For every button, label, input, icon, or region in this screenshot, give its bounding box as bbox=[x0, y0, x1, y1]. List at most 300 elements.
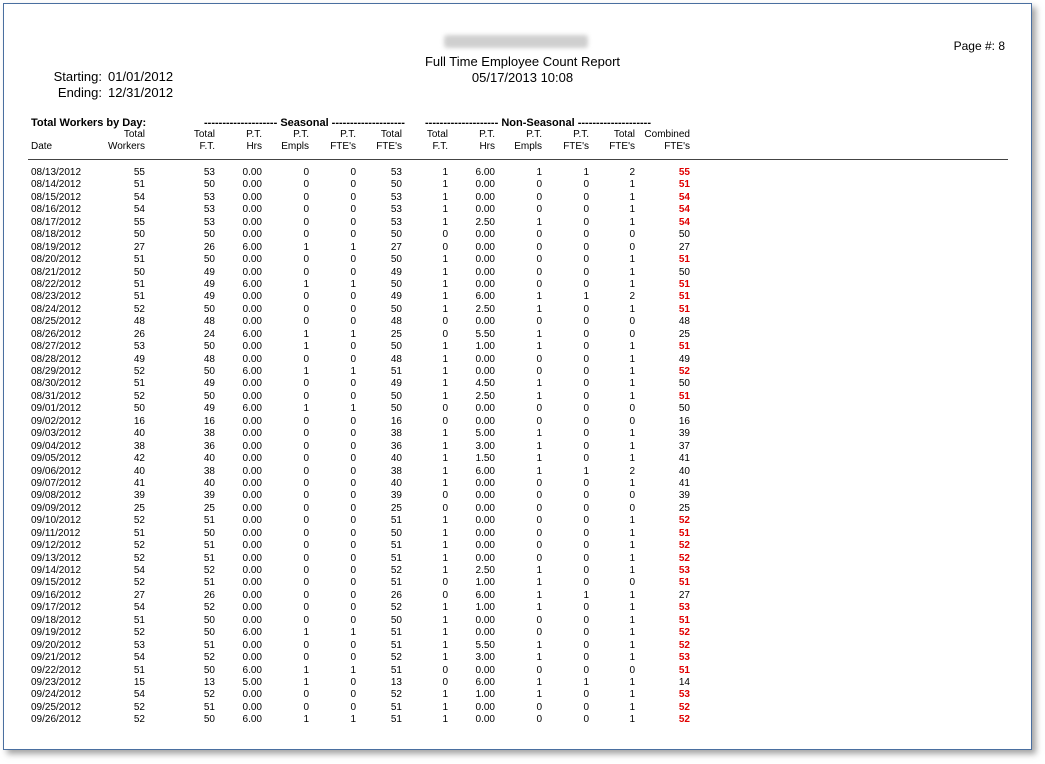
cell-combined-ftes: 27 bbox=[678, 589, 690, 601]
cell-n-total-ftes: 1 bbox=[629, 515, 635, 527]
cell-combined-ftes: 52 bbox=[678, 627, 690, 639]
cell-s-pt-ftes: 0 bbox=[350, 701, 356, 713]
cell-n-pt-hrs: 0.00 bbox=[475, 552, 495, 564]
cell-n-total-ft: 1 bbox=[442, 390, 448, 402]
column-header-n-pt-hrs: P.T. Hrs bbox=[479, 129, 495, 152]
cell-date: 09/26/2012 bbox=[31, 714, 82, 726]
cell-s-pt-hrs: 0.00 bbox=[242, 453, 262, 465]
cell-date: 08/30/2012 bbox=[31, 378, 82, 390]
cell-n-pt-ftes: 0 bbox=[583, 502, 589, 514]
cell-s-pt-ftes: 0 bbox=[350, 689, 356, 701]
cell-n-total-ftes: 0 bbox=[629, 328, 635, 340]
cell-n-total-ftes: 1 bbox=[629, 216, 635, 228]
cell-s-total-ft: 16 bbox=[203, 415, 215, 427]
column-header-date: Date bbox=[31, 141, 53, 152]
cell-date: 09/01/2012 bbox=[31, 403, 82, 415]
cell-date: 09/05/2012 bbox=[31, 453, 82, 465]
cell-date: 08/20/2012 bbox=[31, 254, 82, 266]
cell-total-workers: 52 bbox=[133, 701, 145, 713]
cell-s-total-ftes: 50 bbox=[390, 527, 402, 539]
cell-s-pt-empls: 1 bbox=[303, 241, 309, 253]
cell-s-total-ftes: 25 bbox=[390, 328, 402, 340]
company-name-redacted bbox=[444, 35, 588, 48]
cell-s-pt-hrs: 0.00 bbox=[242, 229, 262, 241]
cell-s-total-ft: 50 bbox=[203, 254, 215, 266]
cell-combined-ftes: 54 bbox=[678, 204, 690, 216]
cell-date: 08/18/2012 bbox=[31, 229, 82, 241]
cell-n-pt-ftes: 1 bbox=[583, 589, 589, 601]
cell-n-pt-empls: 1 bbox=[536, 216, 542, 228]
cell-s-pt-ftes: 0 bbox=[350, 552, 356, 564]
table-row bbox=[0, 441, 1045, 453]
cell-s-pt-ftes: 0 bbox=[350, 341, 356, 353]
table-row bbox=[0, 179, 1045, 191]
cell-date: 09/10/2012 bbox=[31, 515, 82, 527]
cell-s-pt-ftes: 0 bbox=[350, 502, 356, 514]
cell-n-total-ft: 1 bbox=[442, 428, 448, 440]
cell-n-total-ftes: 1 bbox=[629, 565, 635, 576]
cell-s-pt-hrs: 0.00 bbox=[242, 378, 262, 390]
cell-n-pt-ftes: 0 bbox=[583, 477, 589, 489]
cell-s-pt-hrs: 0.00 bbox=[242, 316, 262, 328]
cell-s-total-ftes: 48 bbox=[390, 316, 402, 328]
cell-s-pt-empls: 0 bbox=[303, 477, 309, 489]
cell-total-workers: 54 bbox=[133, 565, 145, 576]
table-row bbox=[0, 677, 1045, 689]
cell-n-pt-hrs: 0.00 bbox=[475, 403, 495, 415]
column-header-s-total-ftes: Total FTE's bbox=[376, 129, 402, 152]
table-row bbox=[0, 627, 1045, 639]
cell-s-pt-hrs: 0.00 bbox=[242, 216, 262, 228]
cell-date: 09/09/2012 bbox=[31, 502, 82, 514]
cell-n-pt-hrs: 0.00 bbox=[475, 366, 495, 377]
column-header-n-total-ftes: Total FTE's bbox=[609, 129, 635, 152]
cell-combined-ftes: 53 bbox=[678, 689, 690, 701]
cell-n-pt-hrs: 0.00 bbox=[475, 179, 495, 191]
cell-n-pt-empls: 1 bbox=[536, 378, 542, 390]
cell-s-total-ftes: 53 bbox=[390, 216, 402, 228]
cell-n-total-ft: 1 bbox=[442, 639, 448, 651]
cell-s-total-ft: 52 bbox=[203, 602, 215, 614]
cell-n-pt-hrs: 0.00 bbox=[475, 714, 495, 726]
cell-n-pt-hrs: 0.00 bbox=[475, 527, 495, 539]
cell-n-pt-empls: 0 bbox=[536, 502, 542, 514]
cell-n-total-ftes: 1 bbox=[629, 714, 635, 726]
table-row bbox=[0, 565, 1045, 577]
cell-n-pt-hrs: 3.00 bbox=[475, 440, 495, 452]
cell-n-pt-empls: 0 bbox=[536, 664, 542, 676]
cell-date: 08/21/2012 bbox=[31, 266, 82, 278]
cell-n-pt-hrs: 0.00 bbox=[475, 614, 495, 626]
cell-n-pt-hrs: 0.00 bbox=[475, 254, 495, 266]
cell-combined-ftes: 27 bbox=[678, 241, 690, 253]
cell-n-total-ftes: 1 bbox=[629, 552, 635, 564]
cell-s-pt-hrs: 0.00 bbox=[242, 639, 262, 651]
cell-s-total-ftes: 51 bbox=[390, 714, 402, 726]
cell-s-pt-hrs: 0.00 bbox=[242, 701, 262, 713]
cell-date: 08/27/2012 bbox=[31, 341, 82, 353]
cell-total-workers: 53 bbox=[133, 341, 145, 353]
cell-s-pt-hrs: 0.00 bbox=[242, 577, 262, 589]
cell-s-total-ft: 49 bbox=[203, 403, 215, 415]
cell-s-pt-ftes: 0 bbox=[350, 589, 356, 601]
cell-s-pt-hrs: 6.00 bbox=[242, 664, 262, 676]
cell-n-total-ft: 1 bbox=[442, 191, 448, 203]
cell-s-pt-hrs: 0.00 bbox=[242, 266, 262, 278]
column-header-s-pt-hrs: P.T. Hrs bbox=[246, 129, 262, 152]
cell-total-workers: 51 bbox=[133, 291, 145, 303]
cell-s-pt-ftes: 1 bbox=[350, 664, 356, 676]
cell-s-pt-hrs: 0.00 bbox=[242, 254, 262, 266]
table-row bbox=[0, 490, 1045, 502]
cell-combined-ftes: 51 bbox=[678, 664, 690, 676]
cell-date: 09/25/2012 bbox=[31, 701, 82, 713]
cell-n-pt-ftes: 0 bbox=[583, 366, 589, 377]
cell-n-pt-empls: 0 bbox=[536, 229, 542, 241]
cell-n-total-ft: 1 bbox=[442, 366, 448, 377]
cell-combined-ftes: 52 bbox=[678, 515, 690, 527]
cell-s-total-ft: 51 bbox=[203, 701, 215, 713]
table-row bbox=[0, 341, 1045, 353]
cell-n-total-ftes: 1 bbox=[629, 266, 635, 278]
cell-s-pt-hrs: 0.00 bbox=[242, 204, 262, 216]
cell-n-pt-ftes: 0 bbox=[583, 266, 589, 278]
cell-s-total-ft: 24 bbox=[203, 328, 215, 340]
cell-s-pt-ftes: 1 bbox=[350, 627, 356, 639]
cell-n-pt-ftes: 0 bbox=[583, 577, 589, 589]
cell-n-total-ft: 1 bbox=[442, 527, 448, 539]
cell-total-workers: 51 bbox=[133, 378, 145, 390]
cell-total-workers: 16 bbox=[133, 415, 145, 427]
cell-s-pt-empls: 0 bbox=[303, 191, 309, 203]
cell-s-pt-empls: 1 bbox=[303, 714, 309, 726]
cell-n-total-ftes: 0 bbox=[629, 577, 635, 589]
cell-total-workers: 41 bbox=[133, 477, 145, 489]
cell-s-total-ftes: 50 bbox=[390, 229, 402, 241]
seasonal-group-header: -------------------- Seasonal -------------------- bbox=[204, 117, 405, 129]
cell-s-total-ftes: 51 bbox=[390, 577, 402, 589]
cell-total-workers: 52 bbox=[133, 577, 145, 589]
nonseasonal-group-header: -------------------- Non-Seasonal -------------------- bbox=[425, 117, 651, 129]
cell-s-pt-empls: 0 bbox=[303, 266, 309, 278]
cell-n-total-ftes: 2 bbox=[629, 167, 635, 178]
cell-s-total-ftes: 52 bbox=[390, 652, 402, 664]
cell-n-total-ftes: 1 bbox=[629, 627, 635, 639]
cell-combined-ftes: 54 bbox=[678, 191, 690, 203]
cell-combined-ftes: 53 bbox=[678, 652, 690, 664]
cell-n-total-ftes: 0 bbox=[629, 316, 635, 328]
cell-n-pt-ftes: 0 bbox=[583, 316, 589, 328]
cell-s-total-ft: 50 bbox=[203, 714, 215, 726]
table-row bbox=[0, 229, 1045, 241]
cell-s-pt-empls: 1 bbox=[303, 676, 309, 688]
cell-s-total-ft: 49 bbox=[203, 266, 215, 278]
cell-n-total-ft: 1 bbox=[442, 465, 448, 477]
cell-combined-ftes: 53 bbox=[678, 565, 690, 576]
cell-combined-ftes: 52 bbox=[678, 714, 690, 726]
cell-s-total-ftes: 50 bbox=[390, 179, 402, 191]
cell-total-workers: 55 bbox=[133, 216, 145, 228]
cell-s-total-ftes: 50 bbox=[390, 278, 402, 290]
cell-s-total-ft: 51 bbox=[203, 552, 215, 564]
starting-label: Starting: bbox=[53, 69, 102, 84]
cell-total-workers: 40 bbox=[133, 465, 145, 477]
cell-s-pt-hrs: 0.00 bbox=[242, 689, 262, 701]
cell-date: 09/18/2012 bbox=[31, 614, 82, 626]
cell-s-total-ft: 52 bbox=[203, 565, 215, 576]
table-row bbox=[0, 590, 1045, 602]
cell-n-pt-ftes: 0 bbox=[583, 614, 589, 626]
table-row bbox=[0, 291, 1045, 303]
cell-s-pt-ftes: 0 bbox=[350, 291, 356, 303]
cell-s-pt-empls: 0 bbox=[303, 415, 309, 427]
table-row bbox=[0, 416, 1045, 428]
cell-s-pt-ftes: 0 bbox=[350, 303, 356, 315]
cell-n-pt-ftes: 0 bbox=[583, 701, 589, 713]
cell-date: 09/23/2012 bbox=[31, 676, 82, 688]
cell-n-pt-empls: 1 bbox=[536, 328, 542, 340]
cell-n-pt-empls: 1 bbox=[536, 676, 542, 688]
cell-date: 09/04/2012 bbox=[31, 440, 82, 452]
cell-n-total-ftes: 1 bbox=[629, 428, 635, 440]
table-row bbox=[0, 167, 1045, 179]
cell-s-total-ftes: 52 bbox=[390, 689, 402, 701]
cell-s-pt-hrs: 0.00 bbox=[242, 415, 262, 427]
cell-s-pt-empls: 0 bbox=[303, 614, 309, 626]
cell-n-total-ftes: 1 bbox=[629, 453, 635, 465]
cell-n-pt-hrs: 1.00 bbox=[475, 577, 495, 589]
cell-combined-ftes: 49 bbox=[678, 353, 690, 365]
cell-s-total-ftes: 25 bbox=[390, 502, 402, 514]
cell-s-total-ftes: 51 bbox=[390, 540, 402, 552]
cell-n-pt-empls: 0 bbox=[536, 415, 542, 427]
cell-n-pt-empls: 0 bbox=[536, 477, 542, 489]
cell-n-pt-empls: 0 bbox=[536, 627, 542, 639]
cell-n-pt-empls: 1 bbox=[536, 303, 542, 315]
cell-s-pt-empls: 0 bbox=[303, 689, 309, 701]
cell-s-pt-ftes: 0 bbox=[350, 490, 356, 502]
cell-date: 08/26/2012 bbox=[31, 328, 82, 340]
cell-s-pt-hrs: 6.00 bbox=[242, 278, 262, 290]
cell-n-pt-hrs: 0.00 bbox=[475, 664, 495, 676]
cell-s-pt-ftes: 0 bbox=[350, 316, 356, 328]
table-row bbox=[0, 204, 1045, 216]
cell-s-pt-hrs: 0.00 bbox=[242, 527, 262, 539]
cell-s-pt-hrs: 6.00 bbox=[242, 627, 262, 639]
cell-n-total-ftes: 2 bbox=[629, 465, 635, 477]
cell-total-workers: 51 bbox=[133, 664, 145, 676]
cell-s-pt-ftes: 0 bbox=[350, 477, 356, 489]
cell-n-pt-ftes: 0 bbox=[583, 552, 589, 564]
cell-n-pt-ftes: 0 bbox=[583, 179, 589, 191]
cell-n-pt-ftes: 0 bbox=[583, 565, 589, 576]
cell-n-total-ft: 1 bbox=[442, 627, 448, 639]
cell-combined-ftes: 16 bbox=[678, 415, 690, 427]
cell-date: 08/19/2012 bbox=[31, 241, 82, 253]
cell-n-pt-empls: 0 bbox=[536, 353, 542, 365]
cell-total-workers: 52 bbox=[133, 552, 145, 564]
cell-s-pt-empls: 0 bbox=[303, 353, 309, 365]
cell-s-total-ftes: 53 bbox=[390, 167, 402, 178]
cell-s-pt-ftes: 0 bbox=[350, 453, 356, 465]
cell-total-workers: 52 bbox=[133, 303, 145, 315]
cell-combined-ftes: 39 bbox=[678, 490, 690, 502]
cell-s-pt-empls: 1 bbox=[303, 341, 309, 353]
cell-s-pt-ftes: 0 bbox=[350, 179, 356, 191]
cell-n-pt-empls: 1 bbox=[536, 167, 542, 178]
cell-date: 09/17/2012 bbox=[31, 602, 82, 614]
column-header-combined-ftes: Combined FTE's bbox=[644, 129, 690, 152]
cell-n-pt-ftes: 0 bbox=[583, 328, 589, 340]
cell-s-pt-ftes: 0 bbox=[350, 652, 356, 664]
cell-n-total-ft: 0 bbox=[442, 490, 448, 502]
cell-n-total-ft: 1 bbox=[442, 540, 448, 552]
cell-s-pt-hrs: 6.00 bbox=[242, 241, 262, 253]
cell-n-total-ft: 0 bbox=[442, 577, 448, 589]
cell-n-pt-ftes: 0 bbox=[583, 403, 589, 415]
column-header-n-total-ft: Total F.T. bbox=[426, 129, 448, 152]
cell-date: 08/23/2012 bbox=[31, 291, 82, 303]
cell-combined-ftes: 55 bbox=[678, 167, 690, 178]
cell-total-workers: 54 bbox=[133, 204, 145, 216]
cell-combined-ftes: 50 bbox=[678, 266, 690, 278]
cell-n-pt-ftes: 0 bbox=[583, 216, 589, 228]
cell-total-workers: 54 bbox=[133, 652, 145, 664]
cell-n-pt-hrs: 0.00 bbox=[475, 353, 495, 365]
table-row bbox=[0, 403, 1045, 415]
cell-s-total-ftes: 51 bbox=[390, 627, 402, 639]
cell-s-pt-empls: 1 bbox=[303, 403, 309, 415]
cell-n-pt-hrs: 2.50 bbox=[475, 565, 495, 576]
cell-n-pt-empls: 1 bbox=[536, 652, 542, 664]
cell-total-workers: 51 bbox=[133, 278, 145, 290]
cell-s-pt-hrs: 0.00 bbox=[242, 353, 262, 365]
cell-n-total-ft: 0 bbox=[442, 502, 448, 514]
cell-n-pt-empls: 0 bbox=[536, 241, 542, 253]
cell-s-pt-empls: 1 bbox=[303, 366, 309, 377]
table-row bbox=[0, 652, 1045, 664]
cell-n-total-ft: 1 bbox=[442, 652, 448, 664]
cell-n-total-ftes: 1 bbox=[629, 602, 635, 614]
cell-n-total-ft: 1 bbox=[442, 278, 448, 290]
cell-combined-ftes: 50 bbox=[678, 378, 690, 390]
cell-n-pt-empls: 1 bbox=[536, 440, 542, 452]
cell-total-workers: 52 bbox=[133, 515, 145, 527]
cell-s-pt-ftes: 0 bbox=[350, 639, 356, 651]
cell-n-pt-empls: 0 bbox=[536, 527, 542, 539]
cell-combined-ftes: 52 bbox=[678, 540, 690, 552]
cell-n-pt-hrs: 0.00 bbox=[475, 204, 495, 216]
table-row bbox=[0, 540, 1045, 552]
cell-n-pt-hrs: 0.00 bbox=[475, 266, 495, 278]
cell-n-total-ftes: 1 bbox=[629, 353, 635, 365]
cell-n-pt-empls: 1 bbox=[536, 602, 542, 614]
cell-total-workers: 55 bbox=[133, 167, 145, 178]
column-header-n-pt-ftes: P.T. FTE's bbox=[563, 129, 589, 152]
cell-s-pt-hrs: 0.00 bbox=[242, 502, 262, 514]
cell-n-pt-hrs: 0.00 bbox=[475, 502, 495, 514]
cell-s-total-ft: 13 bbox=[203, 676, 215, 688]
cell-combined-ftes: 51 bbox=[678, 577, 690, 589]
column-header-s-pt-ftes: P.T. FTE's bbox=[330, 129, 356, 152]
cell-n-total-ft: 1 bbox=[442, 254, 448, 266]
table-row bbox=[0, 602, 1045, 614]
cell-n-pt-hrs: 0.00 bbox=[475, 490, 495, 502]
cell-s-total-ft: 50 bbox=[203, 179, 215, 191]
cell-s-total-ft: 49 bbox=[203, 291, 215, 303]
cell-s-pt-ftes: 0 bbox=[350, 378, 356, 390]
cell-date: 09/14/2012 bbox=[31, 565, 82, 576]
cell-n-pt-hrs: 6.00 bbox=[475, 291, 495, 303]
cell-s-pt-hrs: 0.00 bbox=[242, 390, 262, 402]
cell-s-pt-hrs: 0.00 bbox=[242, 614, 262, 626]
table-row bbox=[0, 478, 1045, 490]
cell-n-total-ftes: 1 bbox=[629, 689, 635, 701]
cell-s-pt-ftes: 0 bbox=[350, 216, 356, 228]
cell-s-total-ftes: 51 bbox=[390, 515, 402, 527]
cell-s-pt-ftes: 0 bbox=[350, 229, 356, 241]
cell-n-pt-hrs: 0.00 bbox=[475, 477, 495, 489]
cell-s-total-ft: 40 bbox=[203, 477, 215, 489]
cell-n-pt-empls: 0 bbox=[536, 540, 542, 552]
header-rule bbox=[28, 159, 1008, 160]
cell-s-pt-empls: 0 bbox=[303, 502, 309, 514]
cell-n-pt-ftes: 0 bbox=[583, 527, 589, 539]
cell-s-pt-ftes: 0 bbox=[350, 415, 356, 427]
cell-total-workers: 52 bbox=[133, 627, 145, 639]
cell-n-total-ft: 0 bbox=[442, 676, 448, 688]
cell-n-total-ftes: 1 bbox=[629, 341, 635, 353]
cell-s-pt-empls: 0 bbox=[303, 515, 309, 527]
cell-s-pt-hrs: 0.00 bbox=[242, 589, 262, 601]
cell-s-total-ftes: 38 bbox=[390, 465, 402, 477]
cell-s-total-ftes: 50 bbox=[390, 614, 402, 626]
cell-n-total-ft: 1 bbox=[442, 303, 448, 315]
cell-s-total-ft: 26 bbox=[203, 241, 215, 253]
cell-s-pt-ftes: 0 bbox=[350, 191, 356, 203]
cell-n-pt-ftes: 0 bbox=[583, 515, 589, 527]
cell-s-total-ft: 26 bbox=[203, 589, 215, 601]
cell-total-workers: 40 bbox=[133, 428, 145, 440]
cell-n-pt-hrs: 0.00 bbox=[475, 515, 495, 527]
cell-s-pt-hrs: 0.00 bbox=[242, 167, 262, 178]
cell-n-total-ftes: 2 bbox=[629, 291, 635, 303]
table-row bbox=[0, 665, 1045, 677]
table-row bbox=[0, 378, 1045, 390]
table-row bbox=[0, 354, 1045, 366]
table-row bbox=[0, 254, 1045, 266]
cell-total-workers: 52 bbox=[133, 366, 145, 377]
cell-s-pt-empls: 0 bbox=[303, 167, 309, 178]
cell-n-pt-empls: 0 bbox=[536, 204, 542, 216]
cell-s-pt-empls: 0 bbox=[303, 701, 309, 713]
cell-total-workers: 26 bbox=[133, 328, 145, 340]
cell-combined-ftes: 41 bbox=[678, 453, 690, 465]
cell-s-total-ft: 50 bbox=[203, 303, 215, 315]
cell-total-workers: 49 bbox=[133, 353, 145, 365]
cell-n-total-ftes: 1 bbox=[629, 303, 635, 315]
cell-n-pt-hrs: 0.00 bbox=[475, 540, 495, 552]
cell-n-total-ftes: 1 bbox=[629, 440, 635, 452]
cell-date: 09/13/2012 bbox=[31, 552, 82, 564]
cell-s-total-ftes: 49 bbox=[390, 291, 402, 303]
cell-combined-ftes: 51 bbox=[678, 278, 690, 290]
table-row bbox=[0, 192, 1045, 204]
table-row bbox=[0, 528, 1045, 540]
cell-total-workers: 50 bbox=[133, 266, 145, 278]
cell-s-pt-empls: 1 bbox=[303, 627, 309, 639]
cell-n-pt-empls: 1 bbox=[536, 341, 542, 353]
